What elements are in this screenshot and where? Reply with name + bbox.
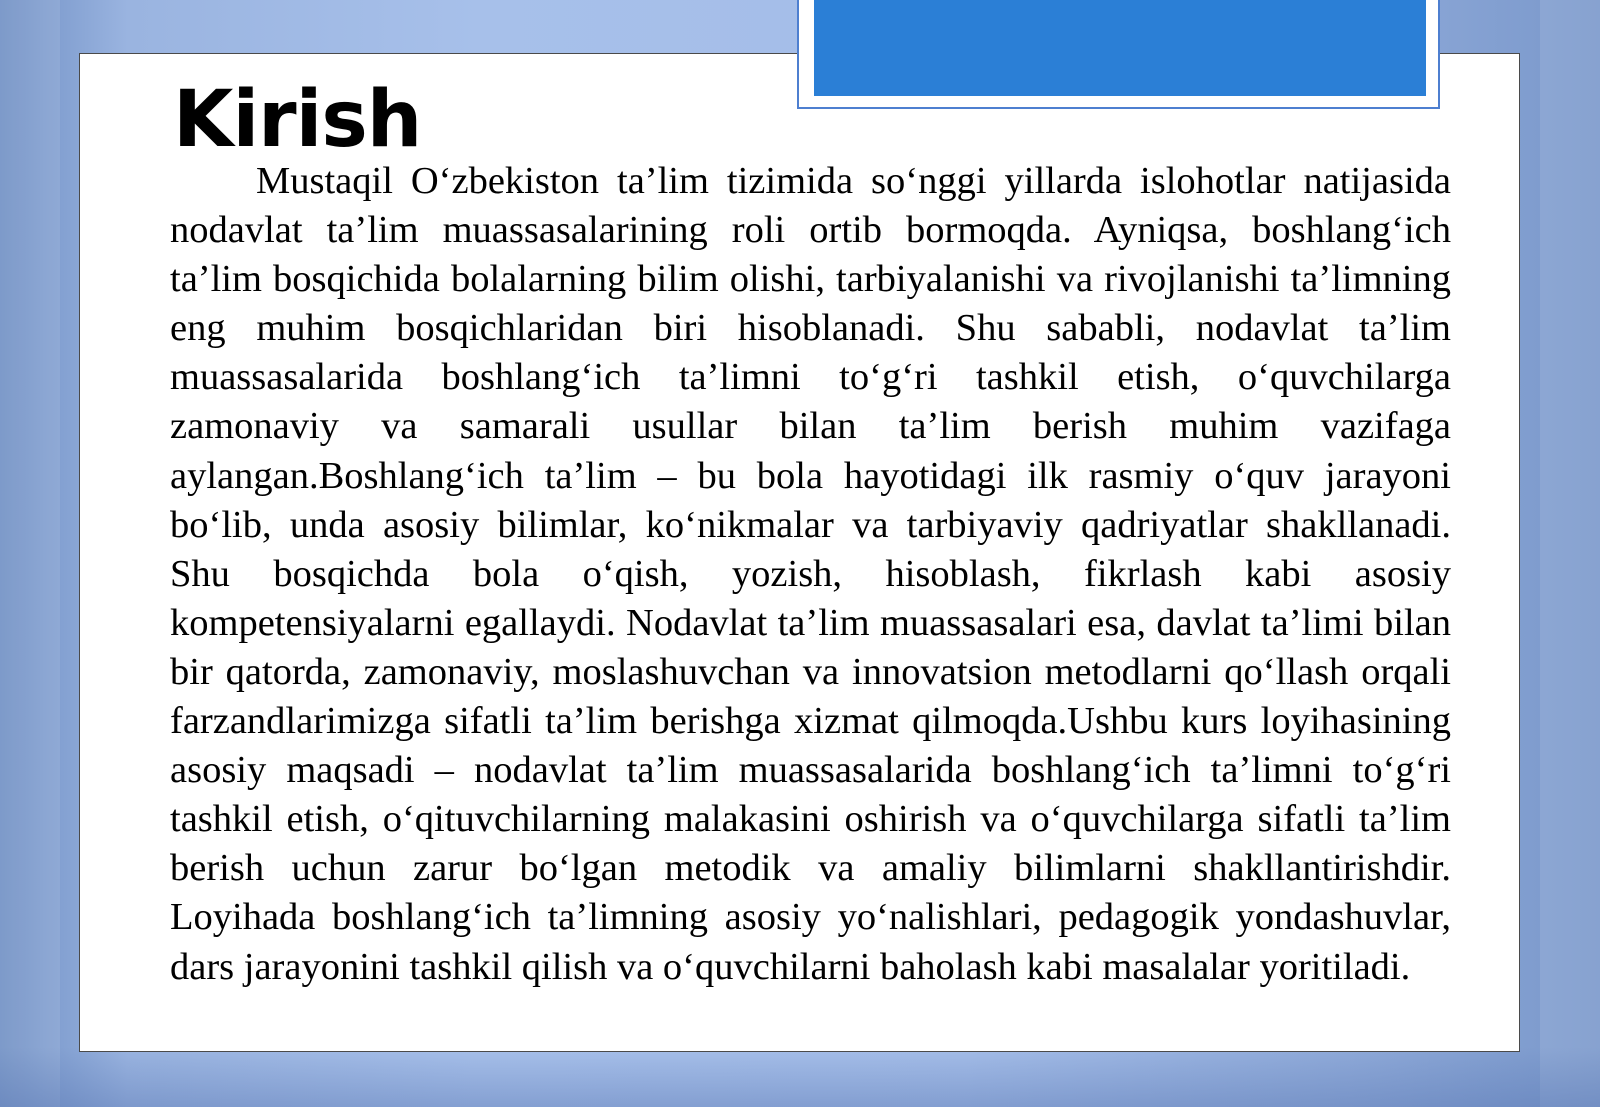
slide-title: Kirish bbox=[173, 75, 422, 165]
slide-body-text: Mustaqil O‘zbekiston ta’lim tizimida so‘nggi yillarda islohotlar natijasida nodavlat ta’lim muassasalarining roli ortib bormoqda. Ayniqsa, boshlang‘ich ta’lim bosqichida bolalarning bilim olishi, tarbiyalanishi va rivojlanishi ta’limning eng muhim bosqichlaridan biri hisoblanadi. Shu sababli, nodavlat ta’lim muassasalarida boshlang‘ich ta’limni to‘g‘ri tashkil etish, o‘quvchilarga zamonaviy va samarali usullar bilan ta’lim berish muhim vazifaga aylangan.Boshlang‘ich ta’lim – bu bola hayotidagi ilk rasmiy o‘quv jarayoni bo‘lib, unda asosiy bilimlar, ko‘nikmalar va tarbiyaviy qadriyatlar shakllanadi. Shu bosqichda bola o‘qish, yozish, hisoblash, fikrlash kabi asosiy kompetensiyalarni egallaydi. Nodavlat ta’lim muassasalari esa, davlat ta’limi bilan bir qatorda, zamonaviy, moslashuvchan va innovatsion metodlarni qo‘llash orqali farzandlarimizga sifatli ta’lim berishga xizmat qilmoqda.Ushbu kurs loyihasining asosiy maqsadi – nodavlat ta’lim muassasalarida boshlang‘ich ta’limni to‘g‘ri tashkil etish, o‘qituvchilarning malakasini oshirish va o‘quvchilarga sifatli ta’lim berish uchun zarur bo‘lgan metodik va amaliy bilimlarni shakllantirishdir. Loyihada boshlang‘ich ta’limning asosiy yo‘nalishlari, pedagogik yondashuvlar, dars jarayonini tashkil qilish va o‘quvchilarni baholash kabi masalalar yoritiladi. bbox=[170, 160, 1451, 988]
background-bottom-band bbox=[0, 1047, 1600, 1107]
accent-header-bar bbox=[814, 0, 1426, 96]
background-streak bbox=[0, 0, 60, 1107]
background-streak bbox=[1540, 0, 1600, 1107]
